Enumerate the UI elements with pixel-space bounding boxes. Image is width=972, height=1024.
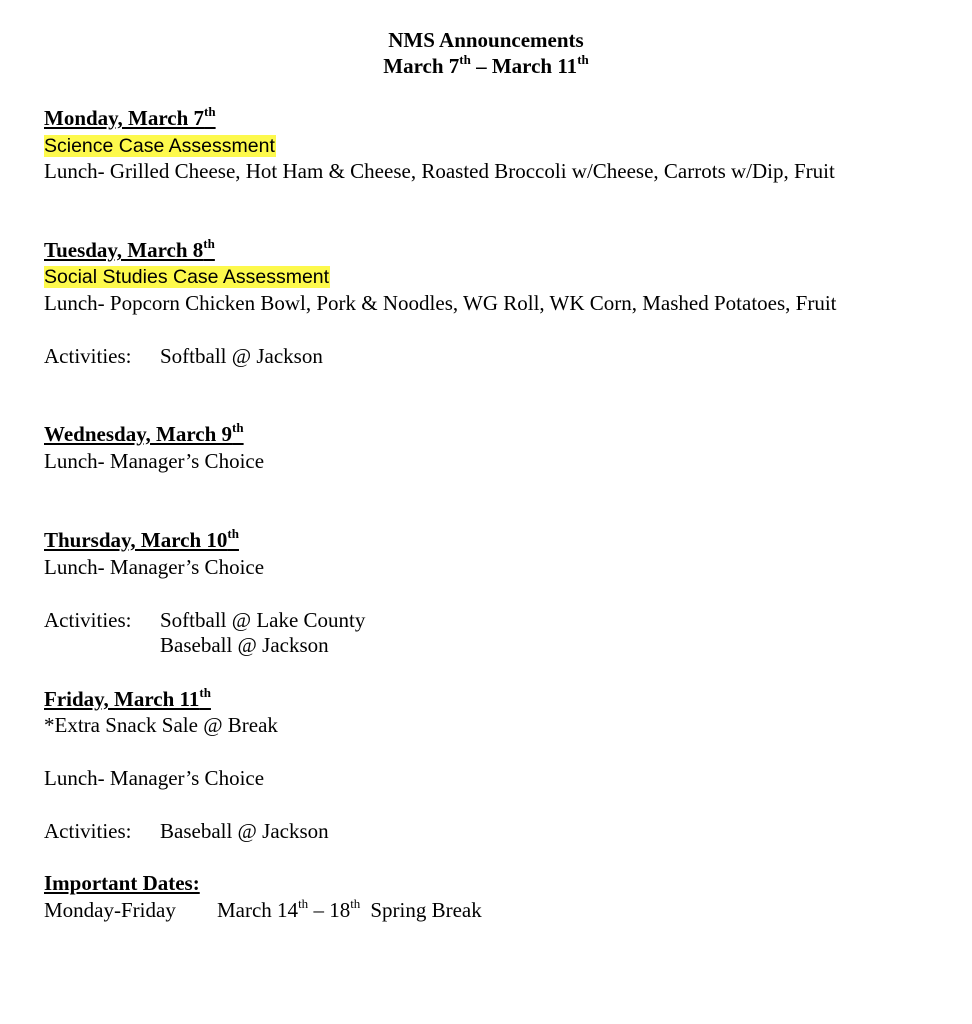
thursday-activity-item: Softball @ Lake County [160, 608, 366, 632]
friday-activities-label: Activities: [44, 819, 132, 843]
tuesday-activity-item: Softball @ Jackson [160, 344, 323, 368]
date-range-start: March 7 [383, 54, 460, 78]
friday-heading [44, 686, 211, 712]
important-date-separator: – [308, 898, 330, 922]
friday-activity-item: Baseball @ Jackson [160, 819, 329, 843]
friday-heading-suffix: th [199, 685, 211, 700]
tuesday-heading-text: Tuesday, March 8 [44, 238, 204, 262]
tuesday-heading-suffix: th [203, 236, 215, 251]
thursday-heading-suffix: th [227, 526, 239, 541]
important-dates-row [44, 897, 482, 923]
tuesday-assessment [44, 263, 330, 290]
wednesday-lunch: Lunch- Manager’s Choice [44, 449, 265, 473]
thursday-activities [44, 607, 365, 633]
thursday-activity-item: Baseball @ Jackson [160, 633, 329, 657]
friday-heading-text: Friday, March 11 [44, 687, 200, 711]
important-date-start-suffix: th [298, 896, 309, 911]
monday-heading-text: Monday, March 7 [44, 106, 205, 130]
friday-note: *Extra Snack Sale @ Break [44, 713, 278, 737]
friday-lunch: Lunch- Manager’s Choice [44, 766, 265, 790]
tuesday-heading [44, 237, 215, 263]
tuesday-activities [44, 343, 323, 369]
date-range-end-suffix: th [577, 52, 589, 67]
tuesday-lunch: Lunch- Popcorn Chicken Bowl, Pork & Noodles, WG Roll, WK Corn, Mashed Potatoes, Fruit [44, 291, 837, 315]
monday-lunch: Lunch- Grilled Cheese, Hot Ham & Cheese, Roasted Broccoli w/Cheese, Carrots w/Dip, Fruit [44, 159, 835, 183]
tuesday-assessment-highlight: Social Studies Case Assessment [44, 266, 330, 288]
important-date-start: March 14 [217, 898, 299, 922]
monday-heading-suffix: th [204, 104, 216, 119]
important-dates-heading [44, 870, 200, 896]
important-date-end-suffix: th [350, 896, 361, 911]
date-range [0, 53, 972, 79]
important-date-end: 18 [329, 898, 351, 922]
thursday-lunch: Lunch- Manager’s Choice [44, 555, 265, 579]
important-dates-heading-text: Important Dates: [44, 871, 200, 895]
wednesday-heading-text: Wednesday, March 9 [44, 422, 233, 446]
friday-activities [44, 818, 329, 844]
date-range-separator: – [470, 54, 492, 78]
wednesday-heading [44, 421, 244, 447]
thursday-heading-text: Thursday, March 10 [44, 528, 228, 552]
important-dates-label: Monday-Friday [44, 898, 176, 922]
date-range-end: March 11 [491, 54, 578, 78]
thursday-activities-label: Activities: [44, 608, 132, 632]
document-title: NMS Announcements [388, 28, 584, 52]
wednesday-heading-suffix: th [232, 420, 244, 435]
monday-assessment-highlight: Science Case Assessment [44, 135, 275, 157]
thursday-activities-continued [44, 632, 329, 658]
tuesday-activities-label: Activities: [44, 344, 132, 368]
thursday-heading [44, 527, 239, 553]
monday-heading [44, 105, 216, 131]
important-event: Spring Break [370, 898, 482, 922]
monday-assessment [44, 132, 276, 159]
date-range-start-suffix: th [459, 52, 471, 67]
